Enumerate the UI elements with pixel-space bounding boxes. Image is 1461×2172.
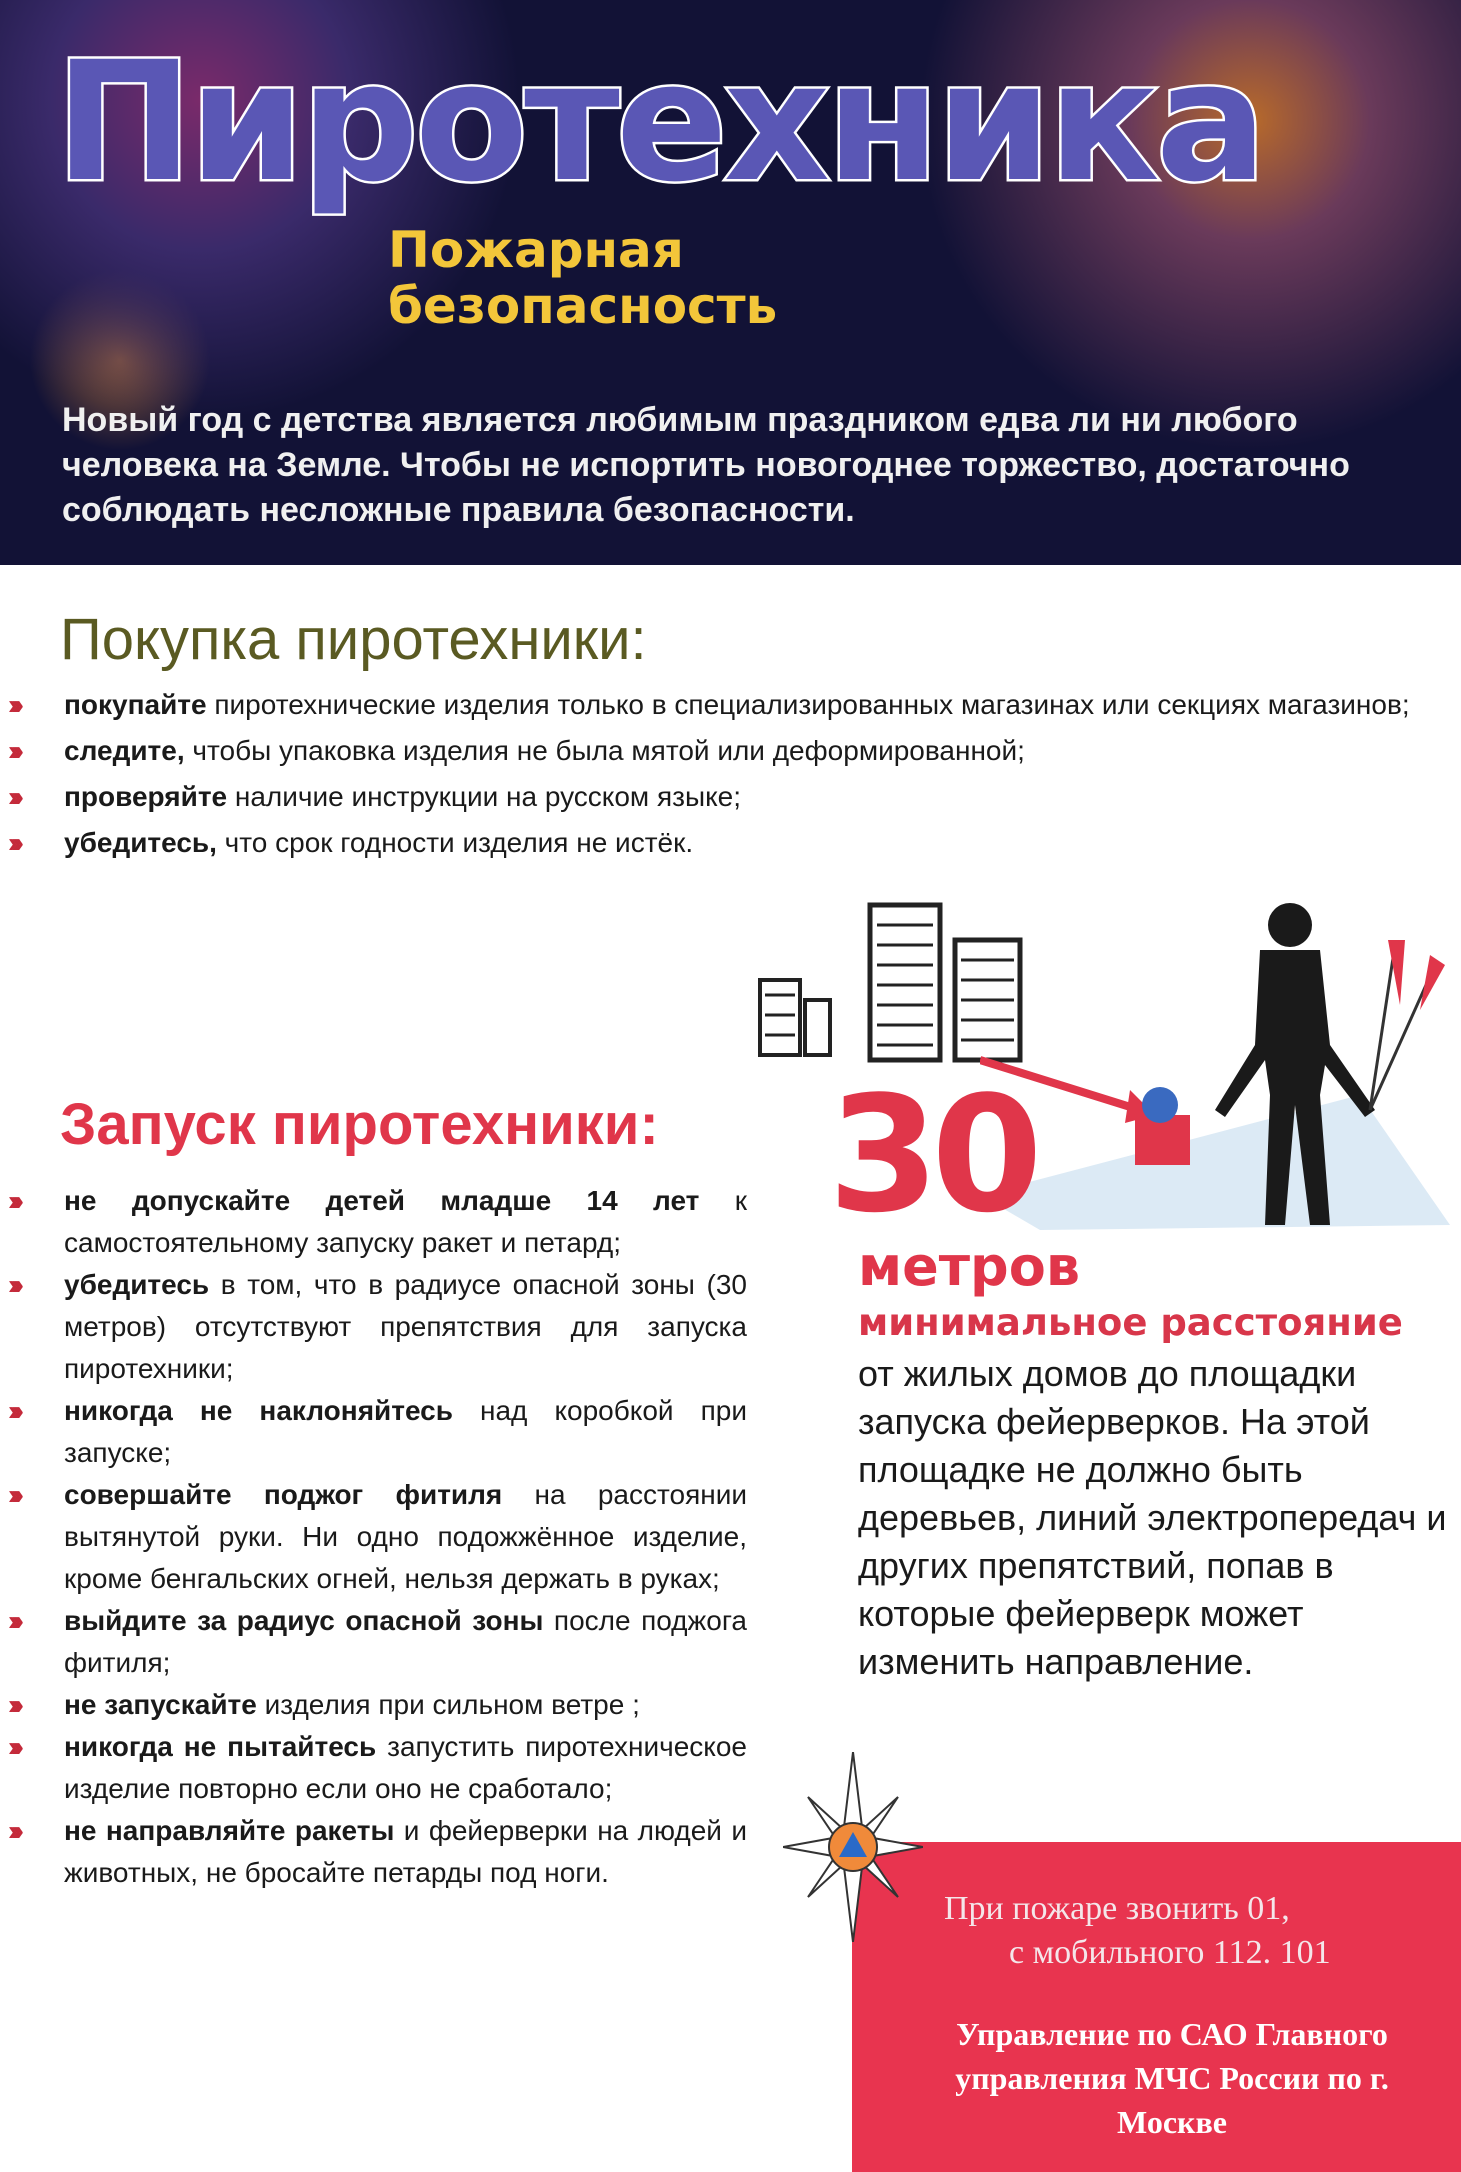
distance-unit: метров [858, 1235, 1080, 1298]
distance-number: 30 [828, 1061, 1035, 1248]
bullet-arrows-icon: ››› [8, 1395, 18, 1426]
page-title: Пиротехника [55, 26, 1264, 218]
bullet-arrows-icon: ››› [8, 735, 18, 766]
purchase-list [2, 682, 1452, 866]
organization-name: Управление по САО Главного управления МЧС России по г. Москве [955, 2016, 1389, 2140]
bullet-arrows-icon: ››› [8, 1479, 18, 1510]
call-line1: При пожаре звонить 01, [944, 1890, 1290, 1927]
list-item [2, 820, 1452, 866]
item-bold: убедитесь, [64, 827, 217, 858]
item-bold: убедитесь [64, 1269, 210, 1300]
header-banner [0, 0, 1461, 565]
bullet-arrows-icon: ››› [8, 1815, 18, 1846]
item-text: к самостоятельному запуску ракет и петард; [64, 1185, 747, 1258]
item-text: на расстоянии вытянутой руки. Ни одно подожжённое изделие, кроме бенгальских огней, нельзя держать в руках; [64, 1479, 747, 1594]
bullet-arrows-icon: ››› [8, 1269, 18, 1300]
bullet-arrows-icon: ››› [8, 827, 18, 858]
item-bold: никогда не наклоняйтесь [64, 1395, 453, 1426]
bullet-arrows-icon: ››› [8, 1185, 18, 1216]
item-text: в том, что в радиусе опасной зоны (30 метров) отсутствуют препятствия для запуска пиротехники; [64, 1269, 747, 1384]
item-bold: не запускайте [64, 1689, 257, 1720]
list-item [2, 728, 1452, 774]
item-text: пиротехнические изделия только в специализированных магазинах или секциях магазинов; [206, 689, 1410, 720]
distance-label: минимальное расстояние [858, 1301, 1403, 1344]
item-text: запустить пиротехническое изделие повторно если оно не сработало; [64, 1731, 747, 1804]
item-text: изделия при сильном ветре ; [256, 1689, 640, 1720]
item-bold: не допускайте детей младше 14 лет [64, 1185, 700, 1216]
list-item [2, 1684, 747, 1726]
list-item [2, 1726, 747, 1810]
distance-description: от жилых домов до площадки запуска фейерверков. На этой площадке не должно быть деревьев, линий электропередач и других препятствий, попав в которые фейерверк может изменить направление. [858, 1353, 1447, 1682]
list-item [2, 1264, 747, 1390]
list-item [2, 1600, 747, 1684]
item-text: после поджога фитиля; [64, 1605, 747, 1678]
item-bold: покупайте [64, 689, 207, 720]
emercom-emblem-icon [783, 1752, 923, 1942]
item-text: и фейерверки на людей и животных, не бросайте петарды под ноги. [64, 1815, 747, 1888]
person-with-fireworks-illustration [980, 895, 1460, 1235]
launch-list [2, 1180, 747, 1894]
item-bold: совершайте поджог фитиля [64, 1479, 503, 1510]
bullet-arrows-icon: ››› [8, 781, 18, 812]
bullet-arrows-icon: ››› [8, 689, 18, 720]
list-item [2, 682, 1452, 728]
purchase-heading: Покупка пиротехники: [60, 607, 647, 672]
bullet-arrows-icon: ››› [8, 1689, 18, 1720]
item-text: наличие инструкции на русском языке; [227, 781, 741, 812]
item-bold: выйдите за радиус опасной зоны [64, 1605, 544, 1636]
launch-heading: Запуск пиротехники: [60, 1092, 659, 1157]
list-item [2, 774, 1452, 820]
list-item [2, 1180, 747, 1264]
item-text: что срок годности изделия не истёк. [216, 827, 694, 858]
item-bold: никогда не пытайтесь [64, 1731, 377, 1762]
item-bold: не направляйте ракеты [64, 1815, 395, 1846]
intro-text: Новый год с детства является любимым праздником едва ли ни любого человека на Земле. Чтобы не испортить новогоднее торжество, достаточно соблюдать несложные правила безопасности. [62, 401, 1350, 529]
item-text: над коробкой при запуске; [64, 1395, 747, 1468]
footer-contact-box [852, 1842, 1461, 2172]
item-bold: проверяйте [64, 781, 228, 812]
subtitle-line2: безопасность [388, 277, 778, 335]
bullet-arrows-icon: ››› [8, 1605, 18, 1636]
subtitle [388, 222, 777, 334]
bullet-arrows-icon: ››› [8, 1731, 18, 1762]
emergency-call-text [944, 1887, 1331, 1975]
subtitle-line1: Пожарная [388, 221, 684, 279]
list-item [2, 1390, 747, 1474]
item-text: чтобы упаковка изделия не была мятой или деформированной; [184, 735, 1025, 766]
call-line2: с мобильного 112. 101 [1009, 1934, 1331, 1971]
item-bold: следите, [64, 735, 185, 766]
list-item [2, 1474, 747, 1600]
list-item [2, 1810, 747, 1894]
